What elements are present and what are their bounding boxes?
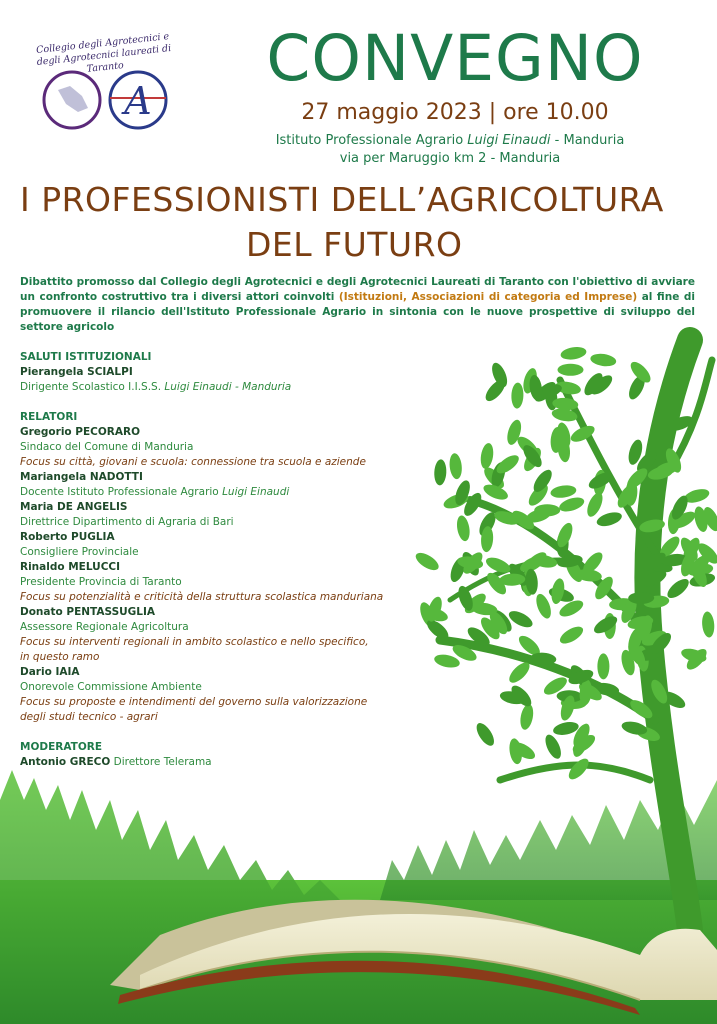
leaf <box>489 361 510 390</box>
intro-highlight: (Istituzioni, Associazioni di categoria ed Imprese) <box>338 291 638 303</box>
leaf <box>511 382 524 408</box>
speaker-name: Gregorio PECORARO <box>20 426 141 438</box>
intro-paragraph <box>20 275 695 335</box>
speaker-role: Consigliere Provinciale <box>20 546 139 558</box>
page-title: CONVEGNO <box>266 22 644 95</box>
venue-suffix: - Manduria <box>550 133 625 148</box>
speaker-role: Onorevole Commissione Ambiente <box>20 681 202 693</box>
leaf <box>433 653 461 670</box>
event-date: 27 maggio 2023 | ore 10.00 <box>301 100 609 125</box>
leaf <box>664 576 692 602</box>
speaker-name: Maria DE ANGELIS <box>20 501 128 513</box>
speaker-role <box>20 380 420 395</box>
moderator-role: Direttore Telerama <box>110 756 212 768</box>
speaker-role: Direttrice Dipartimento di Agraria di Bari <box>20 516 234 528</box>
venue-prefix: Istituto Professionale Agrario <box>275 133 468 148</box>
moderator-name: Antonio GRECO <box>20 756 111 768</box>
logo-badge-letter: A <box>124 79 152 123</box>
leaf <box>434 459 447 486</box>
leaf <box>590 352 617 368</box>
speaker-focus: Focus su proposte e intendimenti del governo sulla valorizzazione <box>20 696 368 708</box>
speaker-role: Presidente Provincia di Taranto <box>20 576 182 588</box>
venue-italic: Luigi Einaudi <box>467 133 551 148</box>
section-heading-relatori: RELATORI <box>20 411 78 423</box>
leaf <box>595 510 623 529</box>
speaker-focus: in questo ramo <box>20 651 100 663</box>
leaf <box>558 364 584 376</box>
speaker-focus: Focus su città, giovani e scuola: connessione tra scuola e aziende <box>20 456 366 468</box>
role-italic: Luigi Einaudi - Manduria <box>164 381 292 393</box>
headline-line-2: DEL FUTURO <box>246 225 463 264</box>
speaker-focus: Focus su interventi regionali in ambito scolastico e nello specifico, <box>20 636 369 648</box>
logo-text: Collegio degli Agrotecnici e degli Agrotecnici laureati di Taranto <box>35 31 172 75</box>
role-text: Dirigente Scolastico I.I.S.S. <box>20 381 165 393</box>
leaf <box>533 592 554 621</box>
intro-after: al fine di promuovere il rilancio dell'Istituto Professionale Agrario in sintonia con le nuove prospettive di sviluppo del settore agricolo <box>20 291 695 333</box>
leaf <box>479 442 495 470</box>
speaker-focus: Focus su potenzialità e criticità della struttura scolastica manduriana <box>20 591 384 603</box>
role-italic: Luigi Einaudi <box>222 486 290 498</box>
program-list <box>20 350 420 770</box>
speaker-name: Rinaldo MELUCCI <box>20 561 121 573</box>
venue-address: via per Maruggio km 2 - Manduria <box>339 151 561 166</box>
leaf <box>448 453 463 480</box>
moderator-line <box>20 755 420 770</box>
intro-before: Dibattito promosso dal Collegio degli Agrotecnici e degli Agrotecnici Laureati di Taranto con l'obiettivo di avviare un confronto costruttivo tra i diversi attori coinvolti <box>20 276 695 303</box>
leaf <box>455 514 471 542</box>
leaf <box>508 738 524 766</box>
speaker-name: Donato PENTASSUGLIA <box>20 606 156 618</box>
leaf <box>701 611 715 638</box>
leaf <box>550 484 577 500</box>
speaker-role <box>20 485 420 500</box>
speaker-name: Dario IAIA <box>20 666 80 678</box>
leaf <box>518 703 535 731</box>
leaf <box>557 623 585 647</box>
speaker-name: Roberto PUGLIA <box>20 531 115 543</box>
speaker-focus: degli studi tecnico - agrari <box>20 711 158 723</box>
headline-line-1: I PROFESSIONISTI DELL’AGRICOLTURA <box>20 180 664 219</box>
venue-line <box>240 133 660 148</box>
section-heading-moderatore: MODERATORE <box>20 741 103 753</box>
role-text: Docente Istituto Professionale Agrario <box>20 486 223 498</box>
speaker-role: Assessore Regionale Agricoltura <box>20 621 189 633</box>
section-heading-saluti: SALUTI ISTITUZIONALI <box>20 351 152 363</box>
speaker-role: Sindaco del Comune di Manduria <box>20 441 194 453</box>
speaker-name: Mariangela NADOTTI <box>20 471 143 483</box>
leaf <box>584 490 606 519</box>
leaf <box>560 345 588 361</box>
leaf <box>565 755 592 782</box>
leaf <box>542 732 564 761</box>
leaf <box>597 653 609 679</box>
leaf <box>473 720 497 748</box>
speaker-name: Pierangela SCIALPI <box>20 366 133 378</box>
